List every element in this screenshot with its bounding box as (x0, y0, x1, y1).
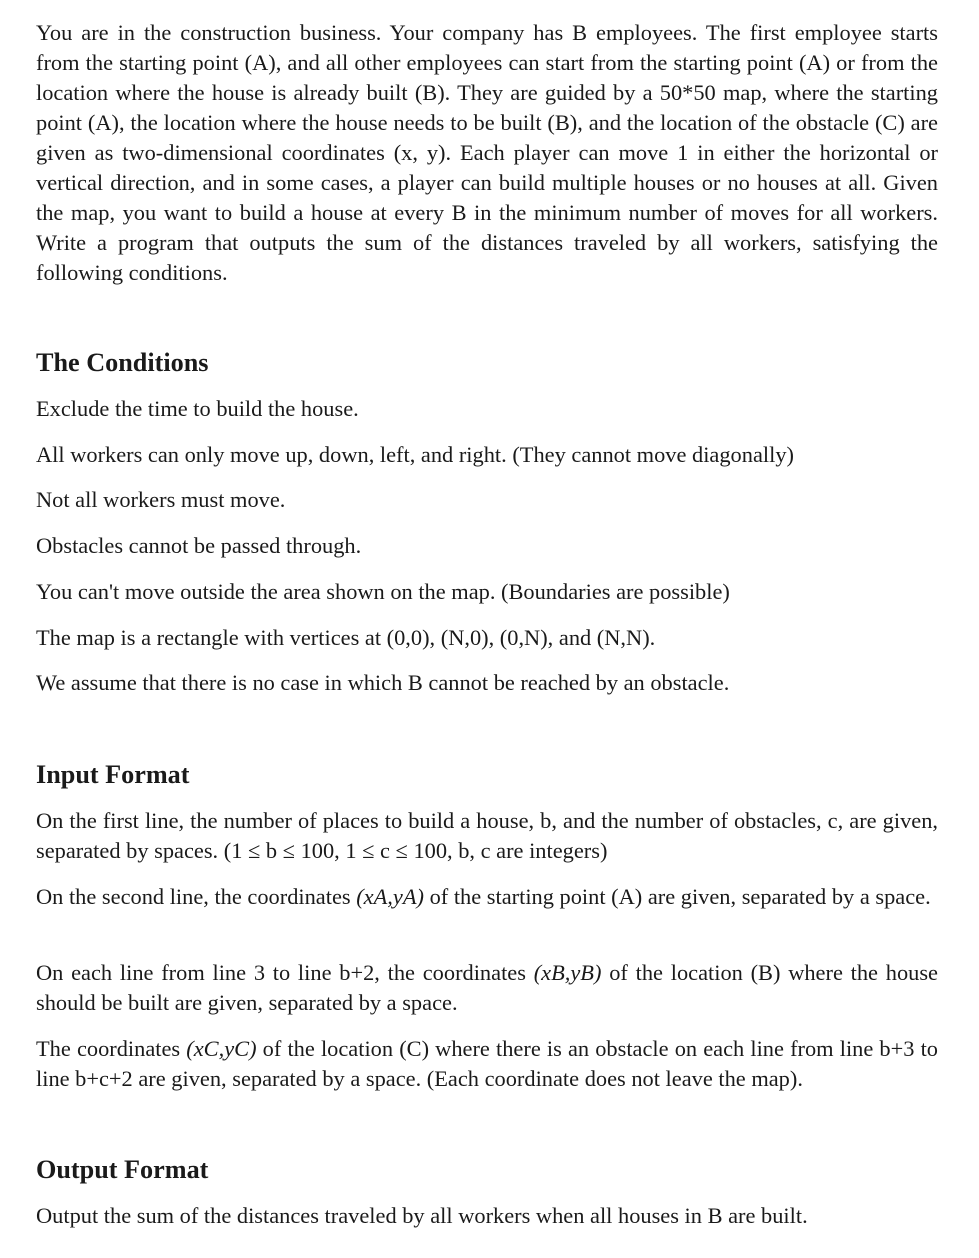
input-format-line2: On the second line, the coordinates (xA,yA) of the starting point (A) are given, separated by a space. (36, 884, 931, 909)
condition-item: The map is a rectangle with vertices at (0,0), (N,0), (0,N), and (N,N). (36, 625, 656, 650)
input-format-heading: Input Format (36, 760, 190, 789)
condition-item: Not all workers must move. (36, 487, 286, 512)
coord-b-math: (xB,yB) (533, 960, 602, 985)
intro-paragraph: You are in the construction business. Your company has B employees. The first employee starts from the starting point (A), and all other employees can start from the starting point (A) or from the location where the house is already built (B). They are guided by a 50*50 map, where the starting point (A), the location where the house needs to be built (B), and the location of the obstacle (C) are given as two-dimensional coordinates (x, y). Each player can move 1 in either the horizontal or vertical direction, and in some cases, a player can build multiple houses or no houses at all. Given the map, you want to build a house at every B in the minimum number of moves for all workers. Write a program that outputs the sum of the distances traveled by all workers, satisfying the following conditions. (36, 20, 938, 285)
input-format-line1: On the first line, the number of places to build a house, b, and the number of obstacles, c, are given, separated by spaces. (1 ≤ b ≤ 100, 1 ≤ c ≤ 100, b, c are integers) (36, 808, 938, 863)
conditions-heading: The Conditions (36, 348, 209, 377)
input-format-line4: The coordinates (xC,yC) of the location (C) where there is an obstacle on each line from line b+3 to line b+c+2 are given, separated by a space. (Each coordinate does not leave the map). (36, 1036, 938, 1091)
condition-item: Exclude the time to build the house. (36, 396, 359, 421)
condition-item: Obstacles cannot be passed through. (36, 533, 362, 558)
input-format-line3: On each line from line 3 to line b+2, the coordinates (xB,yB) of the location (B) where the house should be built are given, separated by a space. (36, 960, 938, 1015)
condition-item: All workers can only move up, down, left, and right. (They cannot move diagonally) (36, 442, 794, 467)
output-format-heading: Output Format (36, 1155, 209, 1184)
output-format-text: Output the sum of the distances traveled by all workers when all houses in B are built. (36, 1203, 808, 1228)
coord-a-math: (xA,yA) (356, 884, 424, 909)
condition-item: We assume that there is no case in which B cannot be reached by an obstacle. (36, 670, 730, 695)
condition-item: You can't move outside the area shown on the map. (Boundaries are possible) (36, 579, 730, 604)
coord-c-math: (xC,yC) (186, 1036, 257, 1061)
